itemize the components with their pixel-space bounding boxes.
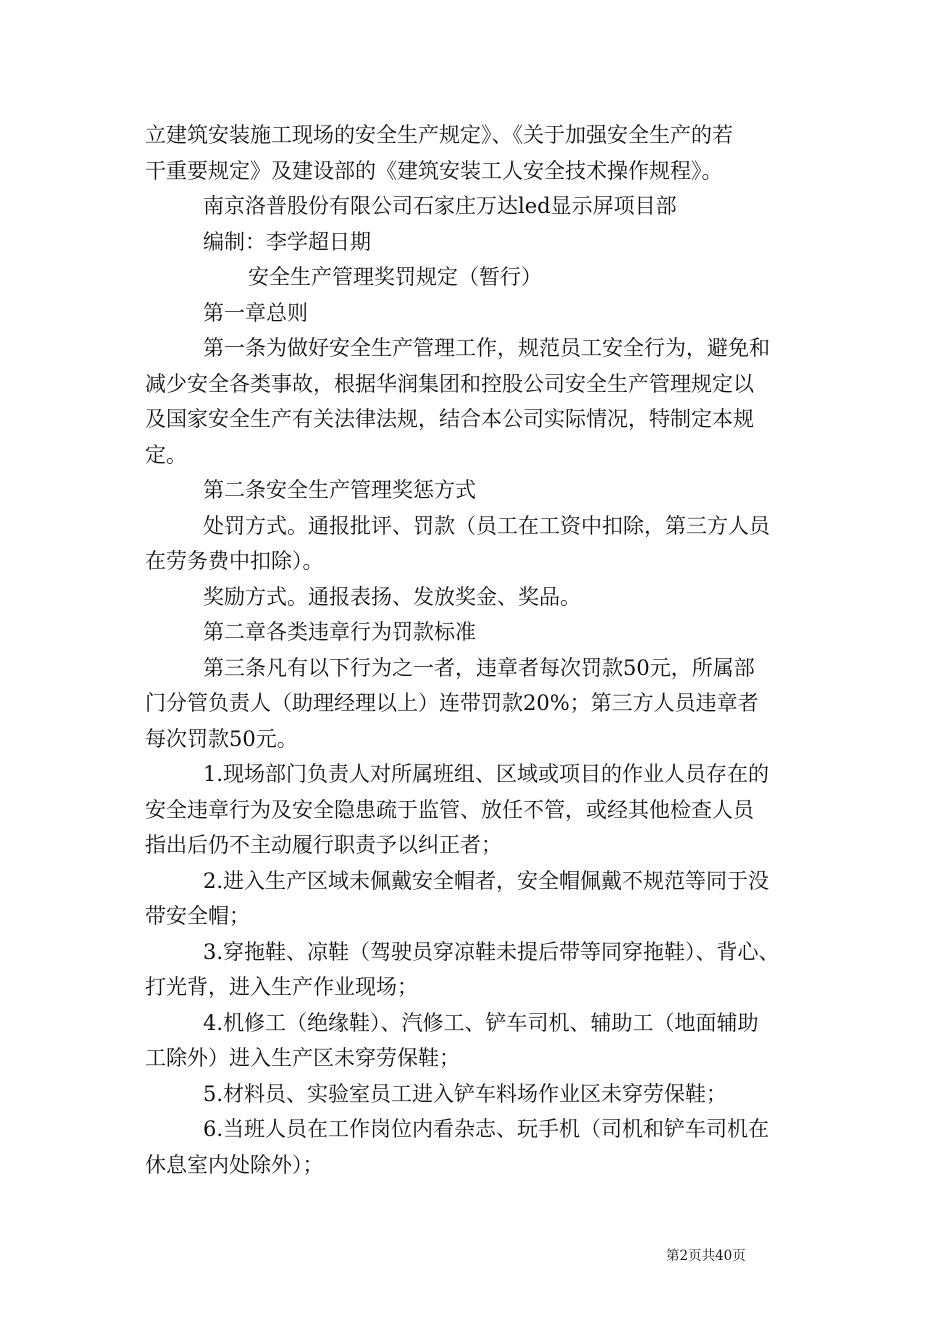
text-line: 在劳务费中扣除）。 [145, 549, 324, 573]
list-item: 4.机修工（绝缘鞋）、汽修工、铲车司机、辅助工（地面辅助 [203, 1010, 759, 1035]
text-line: 第一条为做好安全生产管理工作，规范员工安全行为，避免和 [203, 336, 770, 360]
list-item: 5.材料员、实验室员工进入铲车料场作业区未穿劳保鞋； [203, 1081, 728, 1106]
text-line: 干重要规定》及建设部的《建筑安装工人安全技术操作规程》。 [145, 158, 723, 183]
text-line: 每次罚款50元。 [145, 726, 298, 751]
list-item: 2.进入生产区域未佩戴安全帽者，安全帽佩戴不规范等同于没 [203, 868, 770, 893]
text-line: 带安全帽； [145, 904, 250, 928]
author-date-line: 编制：李学超日期 [203, 229, 371, 254]
text-line: 指出后仍不主动履行职责予以纠正者； [145, 833, 502, 857]
text-line: 安全违章行为及安全隐患疏于监管、放任不管，或经其他检查人员 [145, 797, 754, 822]
text-line: 打光背，进入生产作业现场； [145, 975, 418, 999]
text-line: 第三条凡有以下行为之一者，违章者每次罚款50元，所属部 [203, 655, 755, 680]
chapter-heading: 第二章各类违章行为罚款标准 [203, 620, 476, 644]
chapter-heading: 第一章总则 [203, 300, 308, 325]
page-number: 第2页共40页 [666, 1248, 746, 1264]
text-line: 门分管负责人（助理经理以上）连带罚款20%；第三方人员违章者 [145, 691, 759, 715]
text-line: 处罚方式。通报批评、罚款（员工在工资中扣除，第三方人员 [203, 513, 770, 538]
text-line: 立建筑安装施工现场的安全生产规定》、《关于加强安全生产的若 [145, 123, 733, 147]
article-heading: 第二条安全生产管理奖惩方式 [203, 478, 476, 502]
text-line: 工除外）进入生产区未穿劳保鞋； [145, 1046, 460, 1070]
text-line: 及国家安全生产有关法律法规，结合本公司实际情况，特制定本规 [145, 407, 754, 431]
text-line: 奖励方式。通报表扬、发放奖金、奖品。 [203, 584, 581, 609]
document-title: 安全生产管理奖罚规定（暂行） [248, 265, 542, 289]
text-line: 休息室内处除外）； [145, 1152, 324, 1177]
text-line: 减少安全各类事故，根据华润集团和控股公司安全生产管理规定以 [145, 371, 754, 396]
list-item: 6.当班人员在工作岗位内看杂志、玩手机（司机和铲车司机在 [203, 1117, 770, 1141]
project-department-line: 南京洛普股份有限公司石家庄万达led显示屏项目部 [203, 194, 677, 218]
list-item: 1.现场部门负责人对所属班组、区域或项目的作业人员存在的 [203, 762, 770, 786]
list-item: 3.穿拖鞋、凉鞋（驾驶员穿凉鞋未提后带等同穿拖鞋）、背心、 [203, 939, 780, 964]
text-line: 定。 [145, 442, 187, 467]
document-body [145, 118, 817, 1183]
